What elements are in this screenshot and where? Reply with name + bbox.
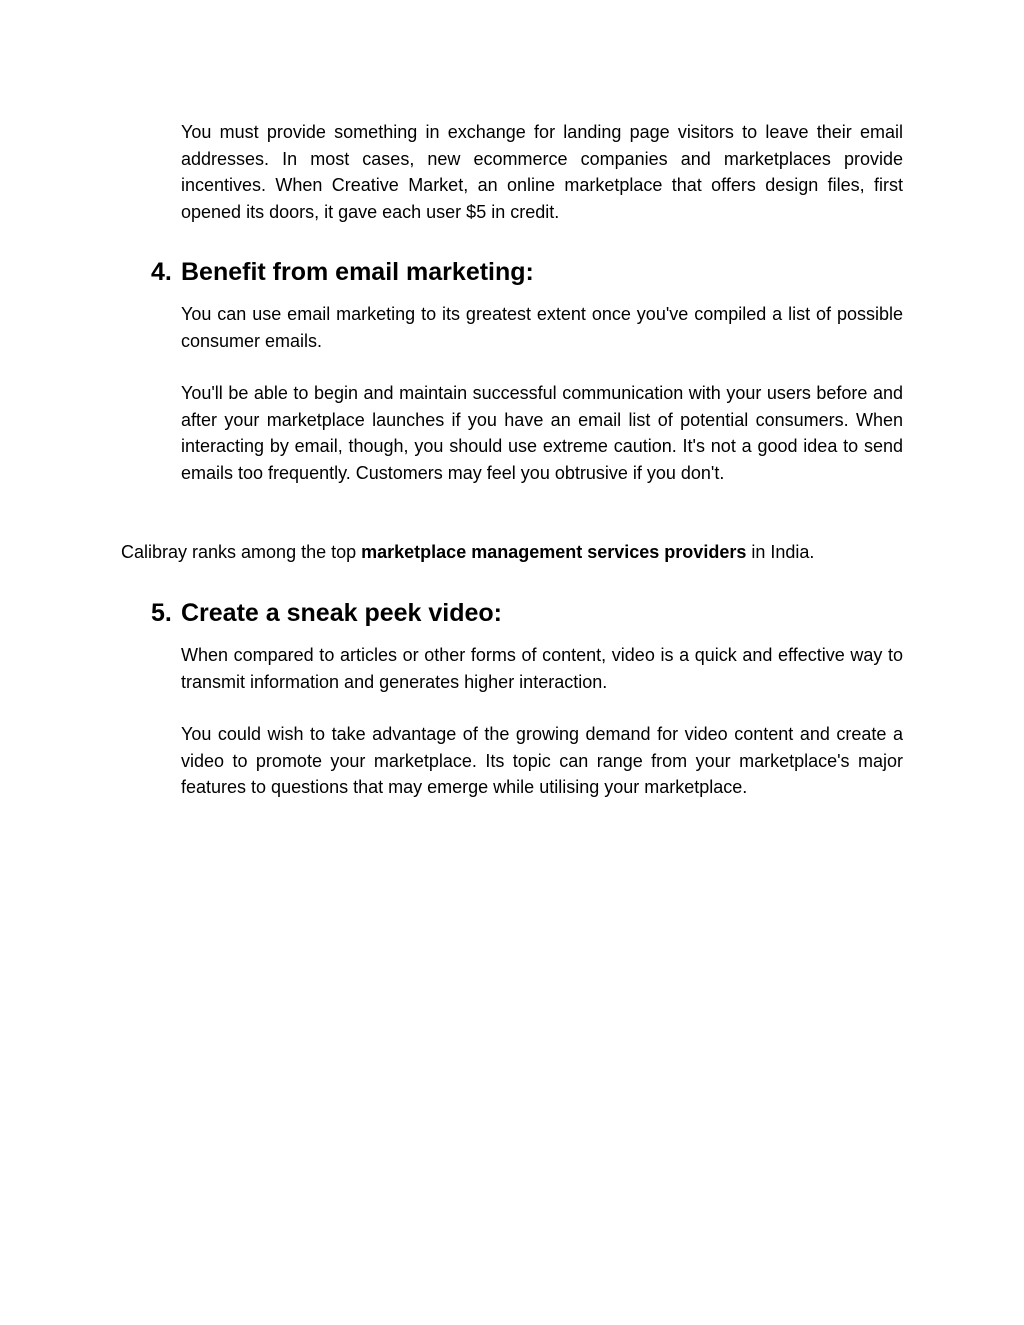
- section-4-number: 4.: [151, 258, 172, 286]
- promo-note-bold: marketplace management services providers: [361, 542, 747, 562]
- promo-note-before: Calibray ranks among the top: [121, 542, 362, 562]
- promo-note: [121, 539, 814, 565]
- section-4-paragraph-2: You'll be able to begin and maintain successful communication with your users before and after your marketplace launches if you have an email list of potential consumers. When interacting by email, though, you should use extreme caution. It's not a good idea to send emails too frequently. Customers may feel you obtrusive if you don't.: [181, 383, 903, 483]
- section-5-heading: [151, 598, 502, 628]
- section-4-paragraph-1: You can use email marketing to its greatest extent once you've compiled a list of possible consumer emails.: [181, 304, 903, 351]
- section-5-paragraph-2: You could wish to take advantage of the growing demand for video content and create a video to promote your marketplace. Its topic can range from your marketplace's major features to questions that may emerge while utilising your marketplace.: [181, 724, 903, 798]
- section-5-paragraph-1: When compared to articles or other forms of content, video is a quick and effective way to transmit information and generates higher interaction.: [181, 645, 903, 692]
- section-4-heading: [151, 257, 534, 287]
- section-5-number: 5.: [151, 599, 172, 627]
- section-4-title: Benefit from email marketing:: [181, 258, 534, 286]
- intro-paragraph: You must provide something in exchange for landing page visitors to leave their email addresses. In most cases, new ecommerce companies and marketplaces provide incentives. When Creative Market, an online marketplace that offers design files, first opened its doors, it gave each user $5 in credit.: [181, 122, 903, 222]
- section-5-title: Create a sneak peek video:: [181, 599, 502, 627]
- promo-note-after: in India.: [746, 542, 815, 562]
